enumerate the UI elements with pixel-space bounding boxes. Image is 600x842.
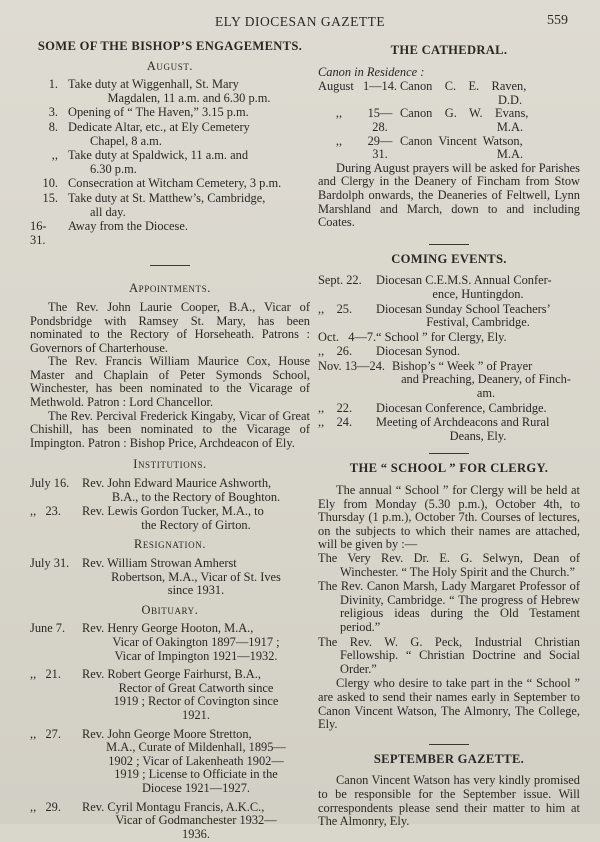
school-closing: Clergy who desire to take part in the “ School ” are asked to send their names early in September to Canon Vincent Watson, The Almonry, The College, Ely.: [318, 676, 580, 732]
engagement-item: 8. Dedicate Altar, etc., at Ely Cemetery Chapel, 8 a.m.: [48, 119, 250, 148]
bishops-engagements-heading: SOME OF THE BISHOP’S ENGAGEMENTS.: [37, 39, 303, 53]
bishops-engagements-section: [30, 40, 310, 247]
right-column: [318, 36, 580, 829]
appointment-paragraph: The Rev. Francis William Maurice Cox, House Master and Chaplain of Peter Symonds School, Winchester, has been nominated to the Vicarage of Methwold. Patron : Lord Chancellor.: [30, 354, 310, 410]
resignation-heading: Resignation.: [133, 537, 207, 552]
obituary-item: ,, 27. Rev. John George Moore Stretton, M.A., Curate of Mildenhall, 1895— 1902 ; Vicar of Lakenheath 1902— 1919 ; License to Officiate in the Diocese 1921—1927.: [30, 726, 286, 795]
lecturer-entry: The Very Rev. Dr. E. G. Selwyn, Dean of Winchester. “ The Holy Spirit and the Church.”: [318, 551, 580, 579]
section-divider: [150, 265, 190, 266]
residence-item: August 1—14. Canon C. E. Raven, D.D.: [318, 79, 527, 107]
coming-events-section: [318, 253, 580, 444]
obituary-item: June 7. Rev. Henry George Hooton, M.A., Vicar of Oakington 1897—1917 ; Vicar of Impington 1921—1932.: [30, 621, 280, 663]
institution-item: ,, 23. Rev. Lewis Gordon Tucker, M.A., to the Rectory of Girton.: [30, 504, 264, 532]
september-gazette-section: [318, 753, 580, 829]
engagement-list: [30, 78, 310, 247]
school-for-clergy-section: [318, 462, 580, 731]
event-item: ,, 25. Diocesan Sunday School Teachers’ Festival, Cambridge.: [318, 301, 551, 330]
event-item: ,, 26. Diocesan Synod.: [318, 344, 460, 359]
obituary-heading: Obituary.: [141, 602, 199, 617]
engagement-item: ,, Take duty at Spaldwick, 11 a.m. and 6.30 p.m.: [51, 148, 249, 176]
resignation-section: [30, 538, 310, 597]
event-item: ,, 24. Meeting of Archdeacons and Rural Deans, Ely.: [318, 415, 550, 443]
institution-item: July 16. Rev. John Edward Maurice Ashworth, B.A., to the Rectory of Boughton.: [30, 476, 281, 504]
engagement-item: 1. Take duty at Wiggenhall, St. Mary Magdalen, 11 a.m. and 6.30 p.m.: [48, 77, 271, 105]
appointments-heading: Appointments.: [129, 281, 211, 296]
section-divider: [429, 244, 469, 245]
cathedral-section: [318, 44, 580, 230]
lecturer-entry: The Rev. Canon Marsh, Lady Margaret Professor of Divinity, Cambridge. “ The progress of Hebrew religious ideas during the Old Testament period.”: [318, 579, 580, 634]
obituary-item: ,, 21. Rev. Robert George Fairhurst, B.A., Rector of Great Catworth since 1919 ; Rector of Covington since 1921.: [30, 667, 279, 722]
event-item: Nov. 13—24. Bishop’s “ Week ” of Prayer and Preaching, Deanery, of Finch- am.: [318, 358, 571, 401]
appointment-paragraph: The Rev. Percival Frederick Kingaby, Vicar of Great Chishill, has been nominated to the Vicarage of Impington. Patron : Bishop Price, Archdeacon of Ely.: [30, 408, 310, 450]
obituary-item: ,, 29. Rev. Cyril Montagu Francis, A.K.C., Vicar of Godmanchester 1932— 1936.: [30, 799, 277, 841]
engagement-item: 15. Take duty at St. Matthew’s, Cambridge, all day.: [42, 190, 266, 219]
lecturer-entry: The Rev. W. G. Peck, Industrial Christian Fellowship. “ Christian Doctrine and Social Order.”: [318, 634, 580, 676]
institutions-heading: Institutions.: [133, 457, 207, 472]
school-intro: The annual “ School ” for Clergy will be held at Ely from Monday (5.30 p.m.), October 4th, to Thursday (1 p.m.), October 7th. Courses of lectures, on the subjects to which their names are attached, will be given by :—: [318, 483, 580, 552]
running-head: ELY DIOCESAN GAZETTE: [214, 14, 386, 29]
obituary-section: [30, 604, 310, 842]
september-gazette-text: Canon Vincent Watson has very kindly promised to be responsible for the September issue. Will correspondents please send their matter to him at The Almonry, Ely.: [318, 773, 580, 829]
event-item: Sept. 22. Diocesan C.E.M.S. Annual Confer- ence, Huntingdon.: [318, 273, 552, 301]
engagements-month: August.: [146, 58, 194, 73]
appointment-paragraph: The Rev. John Laurie Cooper, B.A., Vicar of Pondsbridge with Ramsey St. Mary, has been nominated to the Rectory of Horseheath. Patrons : Governors of Charterhouse.: [30, 299, 310, 355]
cathedral-prayers: During August prayers will be asked for Parishes and Clergy in the Deanery of Fincham from Stow Bardolph onwards, the Deaneries of Feltwell, Lynn Marshland and March, down to and including Coates.: [318, 160, 580, 230]
school-heading: THE “ SCHOOL ” FOR CLERGY.: [349, 461, 549, 476]
coming-events-heading: COMING EVENTS.: [391, 251, 507, 266]
cathedral-heading: THE CATHEDRAL.: [390, 43, 508, 57]
left-column: [30, 36, 310, 842]
residence-label: Canon in Residence :: [318, 64, 425, 79]
engagement-item: 10. Consecration at Witcham Cemetery, 3 p.m.: [42, 176, 282, 191]
engagement-item: 16-31. Away from the Diocese.: [30, 219, 188, 247]
section-divider: [429, 744, 469, 745]
residence-item: ,, 29—31. Canon Vincent Watson, M.A.: [335, 133, 524, 162]
page-number: 559: [547, 13, 568, 28]
resignation-item: July 31. Rev. William Strowan Amherst Robertson, M.A., Vicar of St. Ives since 1931.: [30, 556, 281, 598]
section-divider: [429, 453, 469, 454]
engagement-item: 3. Opening of “ The Haven,” 3.15 p.m.: [48, 105, 249, 120]
appointments-section: [30, 282, 310, 450]
event-item: Oct. 4—7. “ School ” for Clergy, Ely.: [318, 329, 507, 344]
residence-item: ,, 15—28. Canon G. W. Evans, M.A.: [335, 106, 529, 134]
institutions-section: [30, 458, 310, 532]
september-gazette-heading: SEPTEMBER GAZETTE.: [373, 751, 525, 766]
event-item: ,, 22. Diocesan Conference, Cambridge.: [318, 400, 547, 415]
